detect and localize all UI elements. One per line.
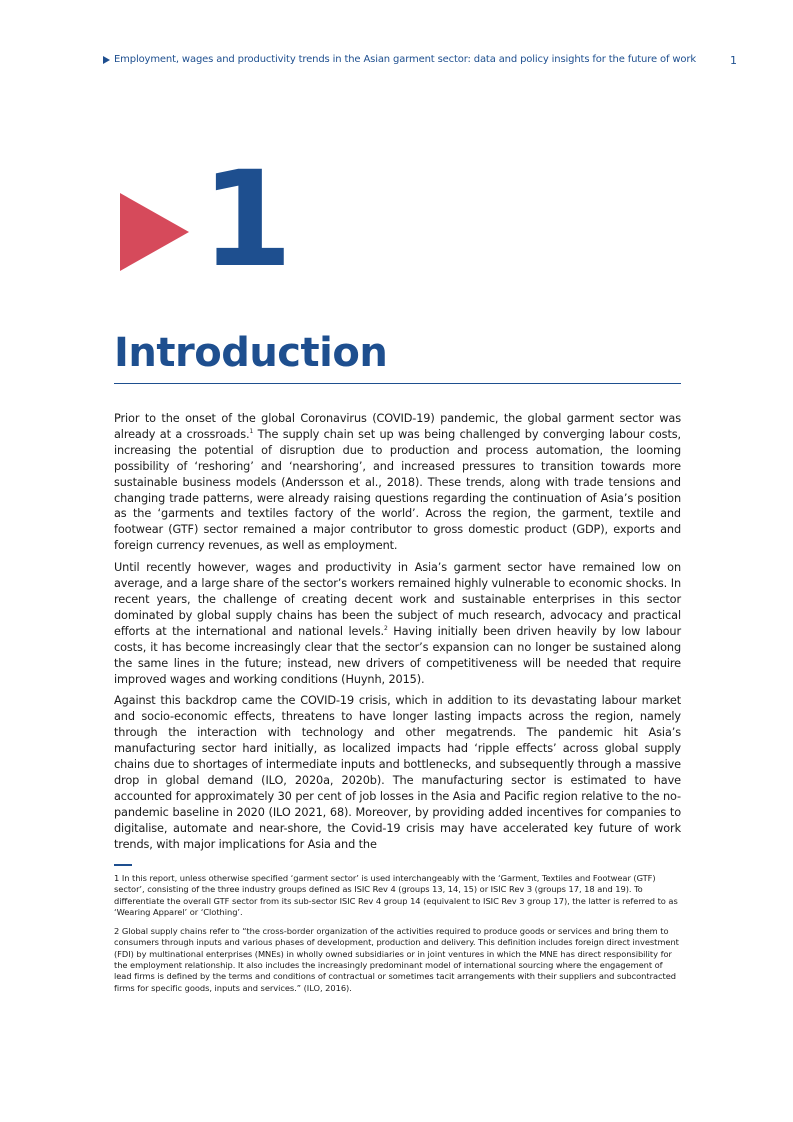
running-title: Employment, wages and productivity trends in the Asian garment sector: data and policy insights for the future of work [114, 54, 696, 65]
triangle-right-icon [103, 56, 110, 64]
footnotes [114, 873, 681, 1002]
footnote-ref-2[interactable]: 2 [383, 625, 388, 633]
body-text [114, 411, 681, 858]
page-number: 1 [730, 54, 737, 67]
paragraph-1-part-a: Prior to the onset of the global Coronavirus (COVID-19) pandemic, the global garment sector was already at a crossroads. [114, 412, 681, 441]
chapter-title: Introduction [114, 330, 388, 376]
title-rule [114, 383, 681, 384]
paragraph-2-part-b: Having initially been driven heavily by low labour costs, it has become increasingly clear that the sector’s expansion can no longer be sustained along the same lines in the future; instead, new drivers of competitiveness will be needed that require improved wages and working conditions (Huynh, 2015). [114, 624, 681, 686]
footnote-ref-1[interactable]: 1 [249, 428, 254, 436]
paragraph-2-part-a: Until recently however, wages and productivity in Asia’s garment sector have remained low on average, and a large share of the sector’s workers remained highly vulnerable to economic shocks. In recent years, the challenge of creating decent work and sustainable enterprises in this sector dominated by global supply chains has been the subject of much research, advocacy and practical efforts at the international and national levels. [114, 561, 681, 638]
footnote-1: 1 In this report, unless otherwise specified ‘garment sector’ is used interchangeably with the ‘Garment, Textiles and Footwear (GTF) sector’, consisting of the three industry groups defined as ISIC Rev 4 (groups 13, 14, 15) or ISIC Rev 3 (groups 17, 18 and 19). To differentiate the overall GTF sector from its sub-sector ISIC Rev 4 group 14 (equivalent to ISIC Rev 3 group 17), the latter is referred to as ‘Wearing Apparel’ or ‘Clothing’. [114, 873, 678, 917]
chapter-triangle-icon [120, 193, 189, 271]
paragraph-1 [114, 411, 681, 554]
chapter-number: 1 [201, 143, 289, 297]
footnote-rule [114, 864, 132, 866]
paragraph-3: Against this backdrop came the COVID-19 crisis, which in addition to its devastating labour market and socio-economic effects, threatens to have longer lasting impacts across the region, namely through the interaction with technology and other megatrends. The pandemic hit Asia’s manufacturing sector hard initially, as localized impacts had ‘ripple effects’ across global supply chains due to shortages of intermediate inputs and bottlenecks, and subsequently through a massive drop in global demand (ILO, 2020a, 2020b). The manufacturing sector is estimated to have accounted for approximately 30 per cent of job losses in the Asia and Pacific region relative to the no-pandemic baseline in 2020 (ILO 2021, 68). Moreover, by providing added incentives for companies to digitalise, automate and near-shore, the Covid-19 crisis may have accelerated key future of work trends, with major implications for Asia and the [114, 694, 681, 851]
paragraph-2 [114, 560, 681, 687]
paragraph-1-part-b: The supply chain set up was being challenged by converging labour costs, increasing the potential of disruption due to production and process automation, the looming possibility of ‘reshoring’ and ‘nearshoring’, and increased pressures to transition towards more sustainable business models (Andersson et al., 2018). These trends, along with trade tensions and changing trade patterns, were already raising questions regarding the continuation of Asia’s position as the ‘garments and textiles factory of the world’. Across the region, the garment, textile and footwear (GTF) sector remained a major contributor to gross domestic product (GDP), exports and foreign currency revenues, as well as employment. [114, 427, 681, 553]
footnote-2: 2 Global supply chains refer to “the cross-border organization of the activities required to produce goods or services and bring them to consumers through inputs and various phases of development, production and delivery. This definition includes foreign direct investment (FDI) by multinational enterprises (MNEs) in wholly owned subsidiaries or in joint ventures in which the MNE has direct responsibility for the employment relationship. It also includes the increasingly predominant model of international sourcing where the engagement of lead firms is defined by the terms and conditions of contractual or sometimes tacit arrangements with their suppliers and subcontracted firms for specific goods, inputs and services.” (ILO, 2016). [114, 926, 679, 993]
